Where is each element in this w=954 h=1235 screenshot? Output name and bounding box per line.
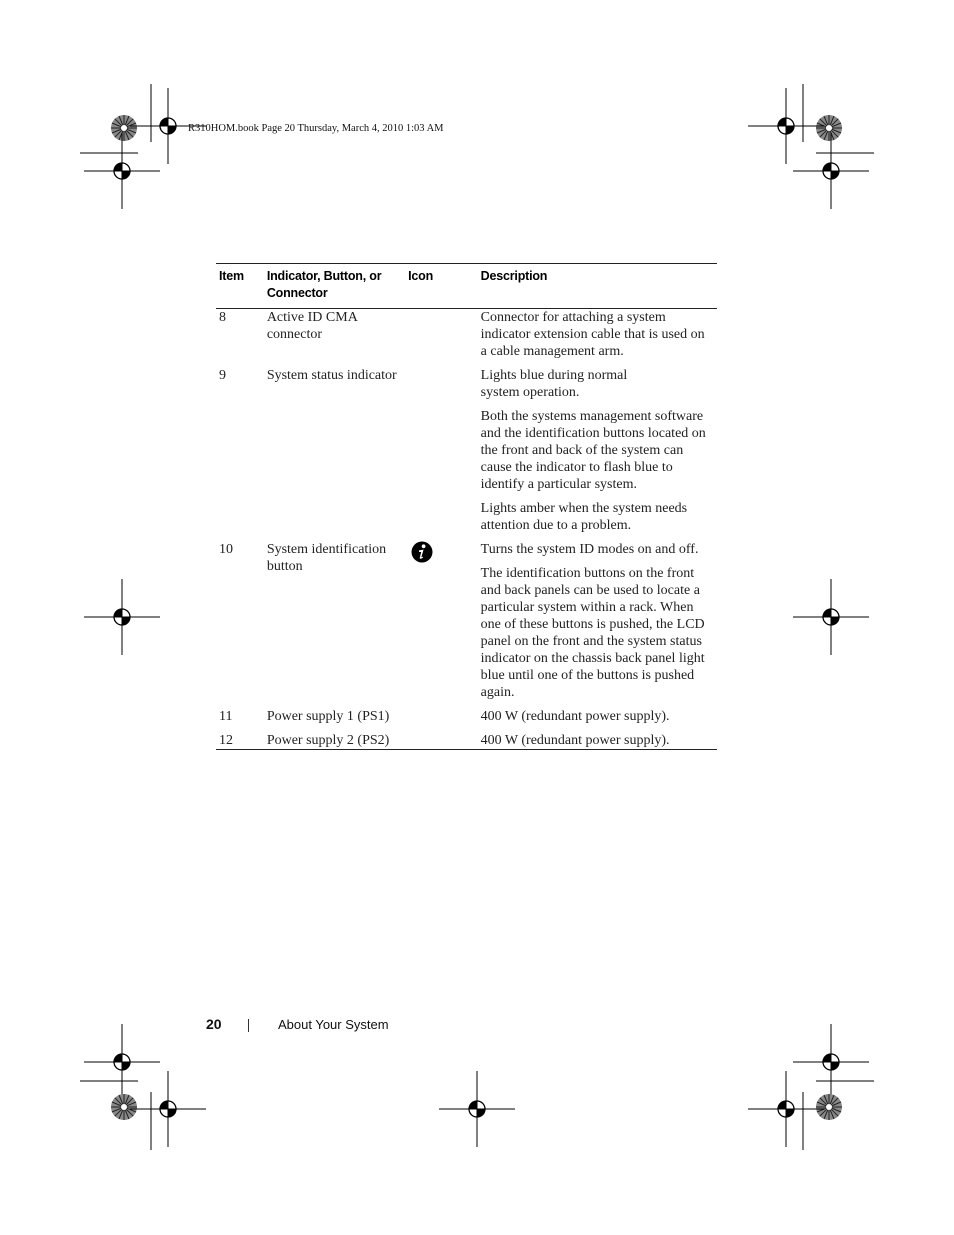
item-number: 9: [219, 368, 226, 383]
table-row: [216, 732, 717, 750]
description-paragraph: 400 W (redundant power supply).: [480, 709, 670, 724]
item-description: [478, 708, 717, 732]
item-name: Power supply 2 (PS2): [266, 733, 390, 748]
table-row: [216, 708, 717, 732]
item-number: 10: [219, 542, 233, 557]
column-header-item: Item: [216, 264, 264, 309]
item-number: 11: [219, 709, 233, 724]
description-paragraph: Lights blue during normal system operation.: [480, 368, 628, 400]
item-description: [478, 309, 717, 368]
item-number: 12: [219, 733, 233, 748]
item-name: System identification button: [266, 542, 387, 574]
item-name: System status indicator: [266, 368, 397, 383]
table-row: [216, 541, 717, 708]
item-name: Power supply 1 (PS1): [266, 709, 390, 724]
description-paragraph: The identification buttons on the front and back panels can be used to locate a particular system within a rack. When one of these buttons is pushed, the LCD panel on the front and the system status indicator on the chassis back panel light blue until one of the buttons is pushed again.: [480, 566, 705, 700]
item-number: 8: [219, 310, 226, 325]
page-number: 20: [206, 1016, 222, 1032]
item-icon-cell: [405, 309, 478, 368]
item-name: Active ID CMA connector: [266, 310, 358, 342]
item-description: [478, 541, 717, 708]
info-icon: [411, 541, 433, 563]
item-icon-cell: [405, 367, 478, 541]
item-icon-cell: [405, 732, 478, 750]
item-icon-cell: [405, 541, 478, 708]
table-header-row: [216, 264, 717, 309]
description-paragraph: Turns the system ID modes on and off.: [480, 542, 699, 557]
description-paragraph: Both the systems management software and the identification buttons located on the front and back of the system can cause the indicator to flash blue to identify a particular system.: [480, 409, 706, 492]
description-paragraph: Connector for attaching a system indicator extension cable that is used on a cable management arm.: [480, 310, 705, 359]
item-description: [478, 732, 717, 750]
column-header-description: Description: [478, 264, 717, 309]
footer-divider: [248, 1019, 249, 1032]
column-header-name: Indicator, Button, or Connector: [264, 264, 405, 309]
item-description: [478, 367, 717, 541]
indicator-table: [216, 263, 717, 750]
description-paragraph: Lights amber when the system needs attention due to a problem.: [480, 501, 688, 533]
item-icon-cell: [405, 708, 478, 732]
table-row: [216, 367, 717, 541]
print-slug-header: R310HOM.book Page 20 Thursday, March 4, 2010 1:03 AM: [188, 123, 444, 134]
description-paragraph: 400 W (redundant power supply).: [480, 733, 670, 748]
column-header-icon: Icon: [405, 264, 478, 309]
table-row: [216, 309, 717, 368]
footer-section-title: About Your System: [278, 1017, 389, 1032]
